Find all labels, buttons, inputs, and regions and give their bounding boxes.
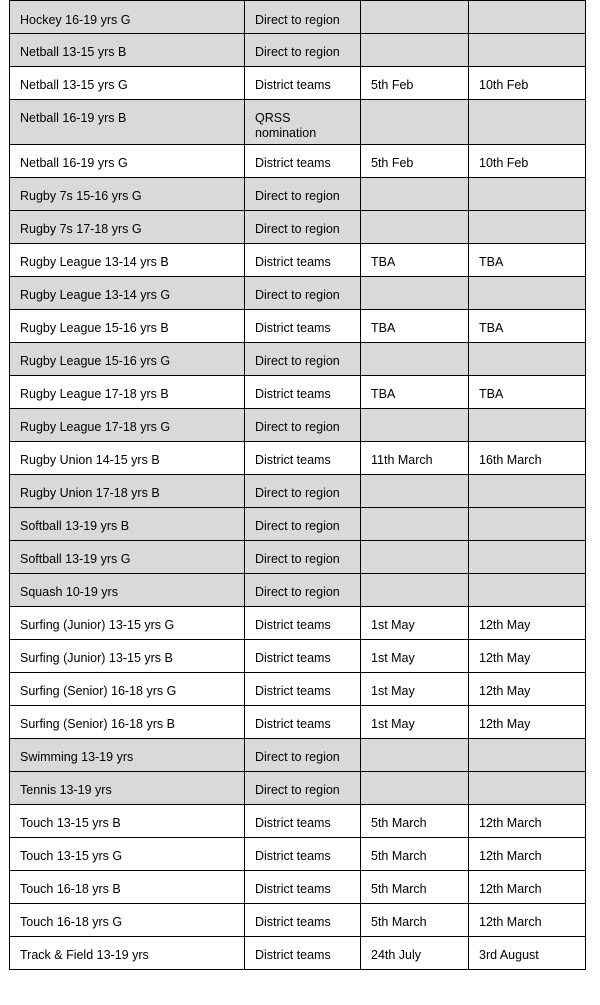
- table-row: [10, 607, 586, 640]
- table-row: [10, 343, 586, 376]
- date-cell-2: [469, 409, 586, 442]
- date-cell-2: [469, 34, 586, 67]
- date-cell-2: [469, 211, 586, 244]
- sport-cell: Surfing (Senior) 16-18 yrs B: [10, 706, 245, 739]
- table-row: [10, 904, 586, 937]
- sport-cell: Touch 16-18 yrs G: [10, 904, 245, 937]
- date-cell-1: TBA: [361, 310, 469, 343]
- date-cell-2: 12th March: [469, 805, 586, 838]
- table-row: [10, 145, 586, 178]
- selection-method-cell: District teams: [245, 937, 361, 970]
- table-row: [10, 442, 586, 475]
- selection-method-cell: Direct to region: [245, 178, 361, 211]
- sport-cell: Hockey 16-19 yrs G: [10, 1, 245, 34]
- table-row: [10, 772, 586, 805]
- selection-method-cell: Direct to region: [245, 508, 361, 541]
- date-cell-2: [469, 1, 586, 34]
- date-cell-2: [469, 178, 586, 211]
- sport-cell: Track & Field 13-19 yrs: [10, 937, 245, 970]
- table-row: [10, 34, 586, 67]
- date-cell-1: [361, 508, 469, 541]
- table-row: [10, 178, 586, 211]
- date-cell-2: 10th Feb: [469, 145, 586, 178]
- sport-cell: Squash 10-19 yrs: [10, 574, 245, 607]
- date-cell-2: 10th Feb: [469, 67, 586, 100]
- sport-cell: Rugby League 13-14 yrs B: [10, 244, 245, 277]
- date-cell-1: [361, 475, 469, 508]
- date-cell-2: 16th March: [469, 442, 586, 475]
- table-row: [10, 244, 586, 277]
- date-cell-2: 3rd August: [469, 937, 586, 970]
- sport-cell: Netball 16-19 yrs B: [10, 100, 245, 145]
- sport-cell: Touch 16-18 yrs B: [10, 871, 245, 904]
- date-cell-2: [469, 100, 586, 145]
- sport-cell: Rugby 7s 17-18 yrs G: [10, 211, 245, 244]
- date-cell-2: [469, 772, 586, 805]
- date-cell-1: [361, 541, 469, 574]
- selection-table-body: [10, 1, 586, 970]
- date-cell-1: 5th March: [361, 871, 469, 904]
- selection-method-cell: Direct to region: [245, 574, 361, 607]
- table-row: [10, 937, 586, 970]
- sport-cell: Touch 13-15 yrs B: [10, 805, 245, 838]
- selection-method-cell: District teams: [245, 376, 361, 409]
- table-row: [10, 100, 586, 145]
- selection-method-cell: District teams: [245, 871, 361, 904]
- date-cell-1: TBA: [361, 376, 469, 409]
- selection-method-cell: Direct to region: [245, 1, 361, 34]
- sport-cell: Tennis 13-19 yrs: [10, 772, 245, 805]
- table-row: [10, 1, 586, 34]
- date-cell-1: [361, 739, 469, 772]
- table-row: [10, 211, 586, 244]
- date-cell-1: [361, 178, 469, 211]
- date-cell-1: [361, 34, 469, 67]
- selection-method-cell: District teams: [245, 640, 361, 673]
- sport-cell: Touch 13-15 yrs G: [10, 838, 245, 871]
- date-cell-1: [361, 100, 469, 145]
- date-cell-2: 12th May: [469, 607, 586, 640]
- date-cell-2: [469, 739, 586, 772]
- sport-cell: Rugby League 17-18 yrs B: [10, 376, 245, 409]
- date-cell-2: 12th May: [469, 706, 586, 739]
- sport-cell: Surfing (Junior) 13-15 yrs B: [10, 640, 245, 673]
- sport-cell: Surfing (Junior) 13-15 yrs G: [10, 607, 245, 640]
- date-cell-1: 5th Feb: [361, 67, 469, 100]
- table-row: [10, 475, 586, 508]
- date-cell-1: [361, 1, 469, 34]
- date-cell-2: 12th May: [469, 640, 586, 673]
- sport-cell: Rugby 7s 15-16 yrs G: [10, 178, 245, 211]
- selection-method-cell: District teams: [245, 442, 361, 475]
- date-cell-1: [361, 277, 469, 310]
- table-row: [10, 67, 586, 100]
- date-cell-1: 5th March: [361, 904, 469, 937]
- table-row: [10, 871, 586, 904]
- date-cell-2: TBA: [469, 244, 586, 277]
- date-cell-2: [469, 574, 586, 607]
- date-cell-1: 5th Feb: [361, 145, 469, 178]
- selection-method-cell: Direct to region: [245, 772, 361, 805]
- date-cell-1: 1st May: [361, 607, 469, 640]
- selection-method-cell: District teams: [245, 607, 361, 640]
- date-cell-2: [469, 277, 586, 310]
- sport-cell: Softball 13-19 yrs G: [10, 541, 245, 574]
- date-cell-1: 5th March: [361, 838, 469, 871]
- selection-method-cell: District teams: [245, 310, 361, 343]
- selection-method-cell: Direct to region: [245, 409, 361, 442]
- date-cell-2: 12th March: [469, 904, 586, 937]
- date-cell-1: 1st May: [361, 706, 469, 739]
- sport-cell: Swimming 13-19 yrs: [10, 739, 245, 772]
- selection-method-cell: Direct to region: [245, 343, 361, 376]
- date-cell-2: [469, 475, 586, 508]
- selection-method-cell: District teams: [245, 145, 361, 178]
- date-cell-2: [469, 541, 586, 574]
- table-row: [10, 541, 586, 574]
- date-cell-1: [361, 574, 469, 607]
- selection-method-cell: District teams: [245, 673, 361, 706]
- table-row: [10, 706, 586, 739]
- sport-cell: Netball 13-15 yrs B: [10, 34, 245, 67]
- table-row: [10, 805, 586, 838]
- date-cell-1: [361, 409, 469, 442]
- selection-method-cell: District teams: [245, 244, 361, 277]
- sport-cell: Softball 13-19 yrs B: [10, 508, 245, 541]
- date-cell-2: 12th March: [469, 838, 586, 871]
- selection-method-cell: Direct to region: [245, 475, 361, 508]
- selection-method-cell: District teams: [245, 706, 361, 739]
- selection-method-cell: Direct to region: [245, 277, 361, 310]
- date-cell-1: 24th July: [361, 937, 469, 970]
- sport-cell: Rugby Union 17-18 yrs B: [10, 475, 245, 508]
- date-cell-1: 1st May: [361, 673, 469, 706]
- date-cell-1: TBA: [361, 244, 469, 277]
- date-cell-1: [361, 343, 469, 376]
- date-cell-1: 1st May: [361, 640, 469, 673]
- date-cell-1: 11th March: [361, 442, 469, 475]
- selection-method-cell: District teams: [245, 67, 361, 100]
- selection-method-cell: District teams: [245, 838, 361, 871]
- table-row: [10, 739, 586, 772]
- date-cell-2: TBA: [469, 376, 586, 409]
- sport-cell: Rugby League 15-16 yrs B: [10, 310, 245, 343]
- table-row: [10, 508, 586, 541]
- date-cell-1: [361, 772, 469, 805]
- selection-table: [9, 0, 586, 970]
- date-cell-2: [469, 343, 586, 376]
- date-cell-2: 12th March: [469, 871, 586, 904]
- date-cell-1: [361, 211, 469, 244]
- selection-method-cell: Direct to region: [245, 34, 361, 67]
- table-row: [10, 376, 586, 409]
- table-row: [10, 838, 586, 871]
- sport-cell: Rugby League 15-16 yrs G: [10, 343, 245, 376]
- sport-cell: Rugby Union 14-15 yrs B: [10, 442, 245, 475]
- date-cell-2: [469, 508, 586, 541]
- table-row: [10, 310, 586, 343]
- sport-cell: Netball 16-19 yrs G: [10, 145, 245, 178]
- selection-method-cell: District teams: [245, 904, 361, 937]
- sport-cell: Surfing (Senior) 16-18 yrs G: [10, 673, 245, 706]
- selection-method-cell: Direct to region: [245, 541, 361, 574]
- selection-method-cell: Direct to region: [245, 211, 361, 244]
- sport-cell: Rugby League 17-18 yrs G: [10, 409, 245, 442]
- table-row: [10, 673, 586, 706]
- date-cell-1: 5th March: [361, 805, 469, 838]
- selection-method-cell: QRSS nomination: [245, 100, 361, 145]
- table-row: [10, 574, 586, 607]
- table-row: [10, 640, 586, 673]
- table-row: [10, 409, 586, 442]
- sport-cell: Rugby League 13-14 yrs G: [10, 277, 245, 310]
- table-row: [10, 277, 586, 310]
- selection-method-cell: District teams: [245, 805, 361, 838]
- date-cell-2: 12th May: [469, 673, 586, 706]
- date-cell-2: TBA: [469, 310, 586, 343]
- sport-cell: Netball 13-15 yrs G: [10, 67, 245, 100]
- selection-method-cell: Direct to region: [245, 739, 361, 772]
